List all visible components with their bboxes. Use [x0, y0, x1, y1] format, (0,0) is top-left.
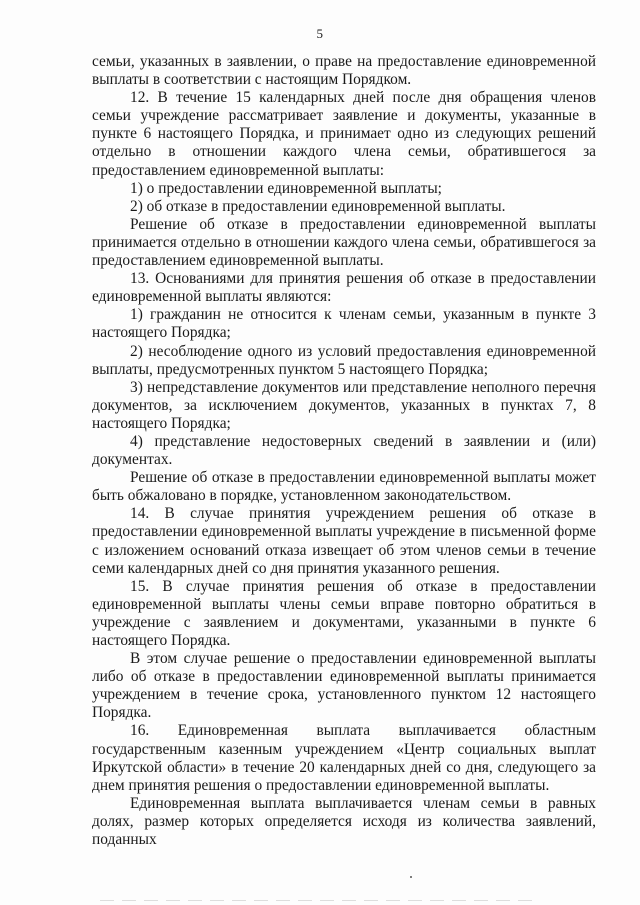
paragraph-subitem-13-3: 3) непредставление документов или представление неполного перечня документов, за исключением документов, указанных в пунктах 7, 8 настоящего Порядка; — [92, 378, 596, 432]
scan-speck — [410, 876, 412, 878]
paragraph-appeal: Решение об отказе в предоставлении единовременной выплаты может быть обжаловано в порядке, установленном законодательством. — [92, 469, 596, 505]
paragraph-continuation: семьи, указанных в заявлении, о праве на предоставление единовременной выплаты в соответствии с настоящим Порядком. — [92, 53, 596, 89]
paragraph-item-16: 16. Единовременная выплата выплачивается областным государственным казенным учреждением «Центр социальных выплат Иркутской области» в течение 20 календарных дней со дня, следующего за днем принятия решения о предоставлении единовременной выплаты. — [92, 722, 596, 794]
paragraph-repeat-decision: В этом случае решение о предоставлении единовременной выплаты либо об отказе в предоставлении единовременной выплаты принимается учреждением в течение срока, установленного пунктом 12 настоящего Порядка. — [92, 650, 596, 722]
paragraph-subitem-13-4: 4) представление недостоверных сведений в заявлении и (или) документах. — [92, 432, 596, 469]
document-body — [92, 53, 596, 849]
page-number: 5 — [316, 26, 324, 41]
scan-bottom-edge — [100, 900, 540, 901]
paragraph-item-15: 15. В случае принятия решения об отказе в предоставлении единовременной выплаты члены семьи вправе повторно обратиться в учреждение с заявлением и документами, указанными в пункте 6 настоящего Порядка. — [92, 577, 596, 649]
paragraph-subitem-13-1: 1) гражданин не относится к членам семьи, указанным в пункте 3 настоящего Порядка; — [92, 306, 596, 342]
paragraph-refusal-decision: Решение об отказе в предоставлении единовременной выплаты принимается отдельно в отношении каждого члена семьи, обратившегося за предоставлением единовременной выплаты. — [92, 215, 596, 270]
paragraph-item-13: 13. Основаниями для принятия решения об отказе в предоставлении единовременной выплаты являются: — [92, 270, 596, 306]
paragraph-subitem-12-1: 1) о предоставлении единовременной выплаты; — [130, 179, 442, 197]
paragraph-item-12: 12. В течение 15 календарных дней после дня обращения членов семьи учреждение рассматривает заявление и документы, указанные в пункте 6 настоящего Порядка, и принимает одно из следующих решений отдельно в отношении каждого члена семьи, обратившегося за предоставлением единовременной выплаты: — [92, 89, 596, 179]
paragraph-equal-shares: Единовременная выплата выплачивается членам семьи в равных долях, размер которых определяется исходя из количества заявлений, поданных — [92, 794, 596, 849]
paragraph-item-14: 14. В случае принятия учреждением решения об отказе в предоставлении единовременной выплаты учреждение в письменной форме с изложением оснований отказа извещает об этом членов семьи в течение семи календарных дней со дня принятия указанного решения. — [92, 505, 596, 577]
paragraph-subitem-12-2: 2) об отказе в предоставлении единовременной выплаты. — [130, 197, 506, 215]
paragraph-subitem-13-2: 2) несоблюдение одного из условий предоставления единовременной выплаты, предусмотренных пунктом 5 настоящего Порядка; — [92, 342, 596, 378]
